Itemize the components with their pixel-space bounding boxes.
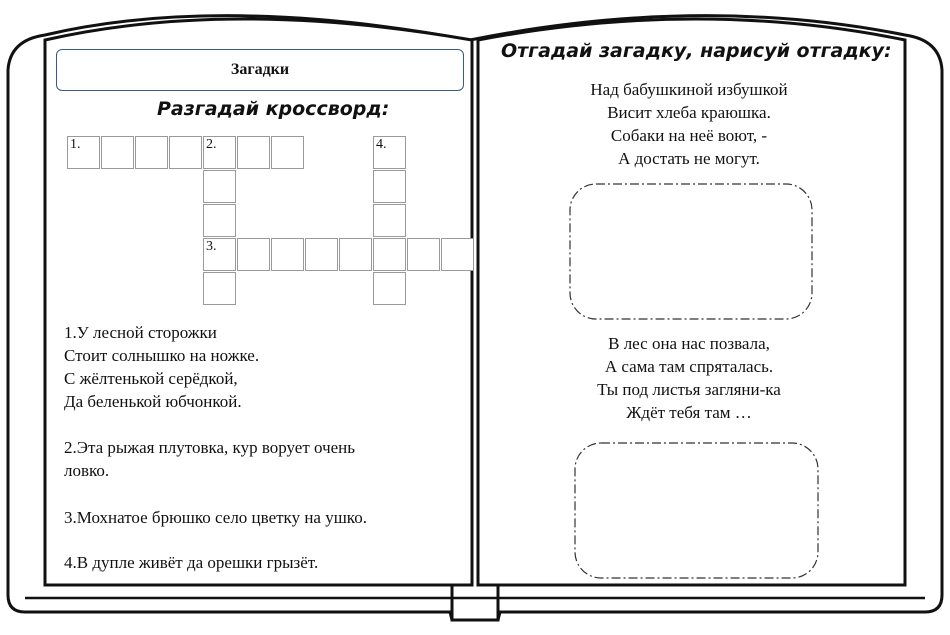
clue-line: 3.Мохнатое брюшко село цветку на ушко. bbox=[64, 508, 367, 527]
riddle-line: А сама там спряталась. bbox=[604, 357, 774, 376]
crossword-cell-number: 2. bbox=[206, 137, 217, 152]
clue-line: С жёлтенькой серёдкой, bbox=[64, 369, 238, 388]
crossword-cell-number: 1. bbox=[70, 137, 81, 152]
riddle-line: Над бабушкиной избушкой bbox=[590, 80, 788, 99]
riddle-line: В лес она нас позвала, bbox=[608, 334, 770, 353]
drawing-task-heading: Отгадай загадку, нарисуй отгадку: bbox=[501, 40, 892, 62]
clue-line: 1.У лесной сторожки bbox=[64, 323, 217, 342]
riddle-line: А достать не могут. bbox=[618, 149, 760, 168]
page-title: Загадки bbox=[56, 49, 464, 91]
riddle-line: Ты под листья загляни-ка bbox=[597, 380, 781, 399]
crossword-cell-number: 3. bbox=[206, 239, 217, 254]
answer-drawing-box-1[interactable] bbox=[570, 184, 812, 319]
riddle-line: Ждёт тебя там … bbox=[626, 403, 752, 422]
riddle-line: Висит хлеба краюшка. bbox=[607, 103, 771, 122]
crossword-cell-number: 4. bbox=[376, 137, 387, 152]
clue-line: ловко. bbox=[64, 461, 110, 480]
answer-drawing-box-2[interactable] bbox=[575, 443, 818, 578]
riddle-line: Собаки на неё воют, - bbox=[610, 126, 768, 145]
crossword-heading: Разгадай кроссворд: bbox=[157, 98, 390, 120]
clue-line: 4.В дупле живёт да орешки грызёт. bbox=[64, 553, 319, 572]
clue-line: Да беленькой юбчонкой. bbox=[64, 392, 242, 411]
clue-line: Стоит солнышко на ножке. bbox=[64, 346, 260, 365]
clue-line: 2.Эта рыжая плутовка, кур ворует очень bbox=[64, 438, 356, 457]
